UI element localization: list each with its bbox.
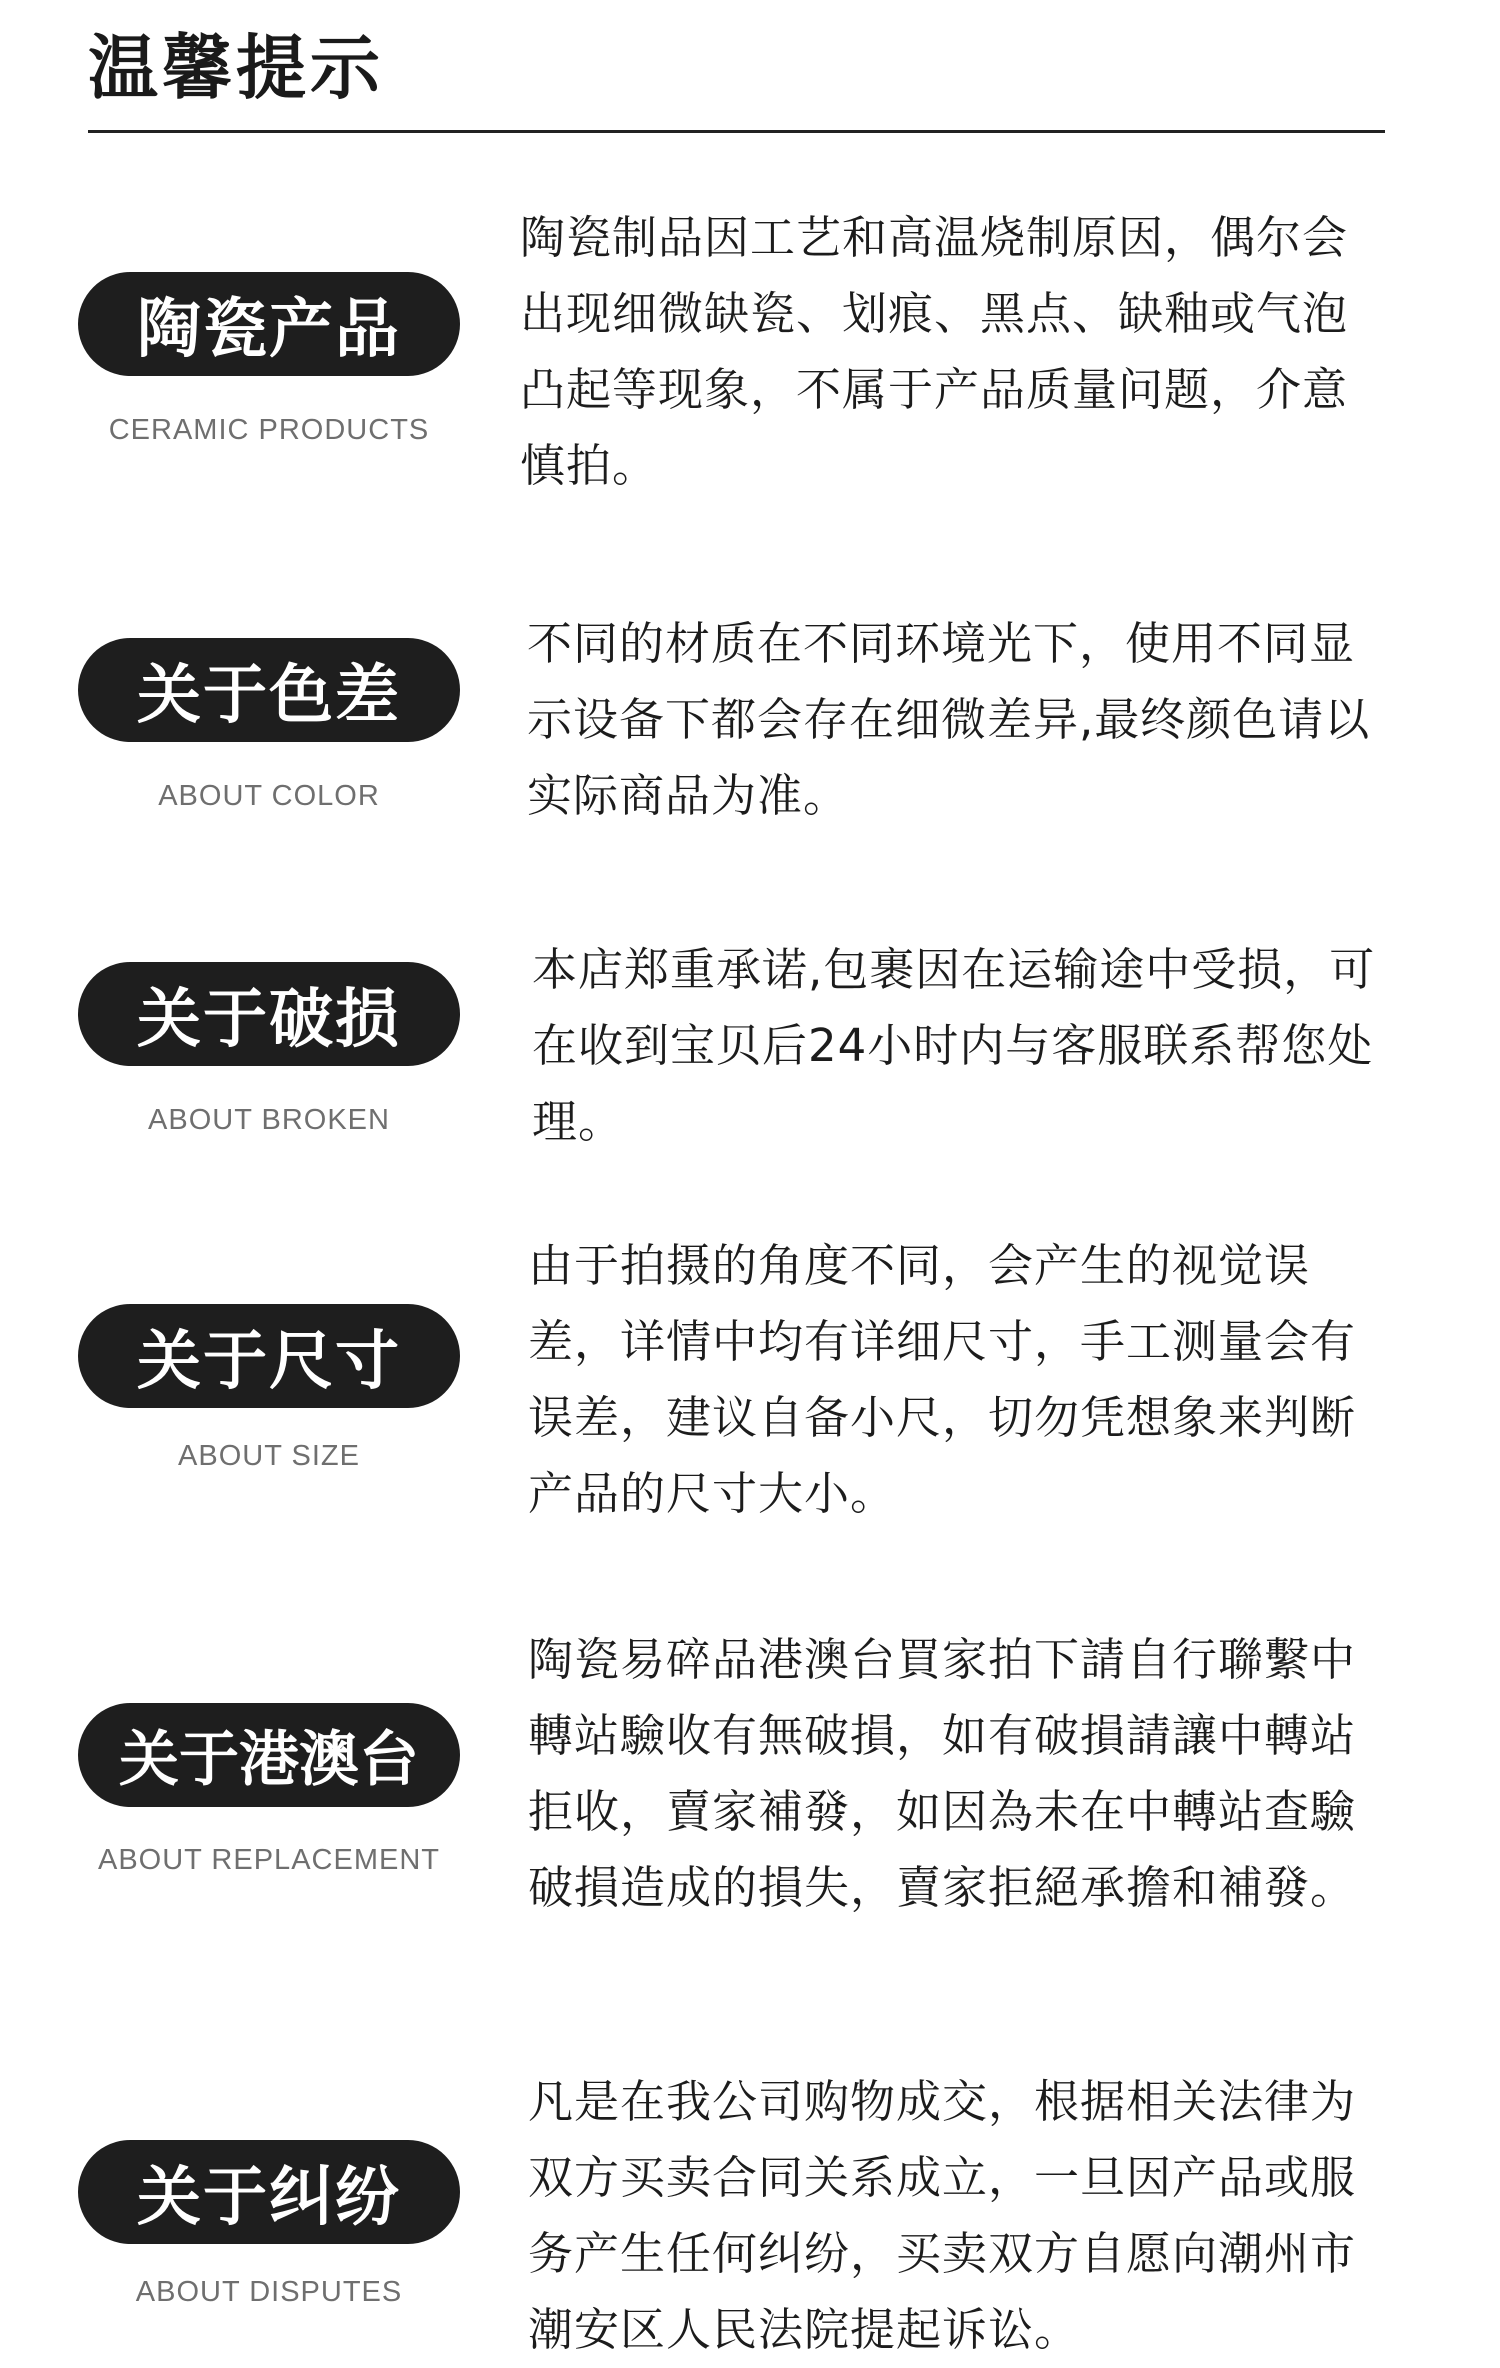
section-description: 陶瓷制品因工艺和高温烧制原因，偶尔会出现细微缺瓷、划痕、黑点、缺釉或气泡凸起等现象，不属于产品质量问题，介意慎拍。 <box>520 211 1349 492</box>
section-description: 不同的材质在不同环境光下，使用不同显示设备下都会存在细微差异,最终颜色请以实际商品为准。 <box>527 617 1371 822</box>
section-description: 由于拍摄的角度不同，会产生的视觉误差，详情中均有详细尺寸，手工测量会有误差，建议自备小尺，切勿凭想象来判断产品的尺寸大小。 <box>528 1239 1357 1520</box>
section-label-english: ABOUT COLOR <box>158 780 380 812</box>
section-label-badge: 关于破损 <box>78 962 460 1066</box>
section-label-badge: 关于尺寸 <box>78 1304 460 1408</box>
section-label-english: CERAMIC PRODUCTS <box>108 414 430 446</box>
section-label-english: ABOUT REPLACEMENT <box>98 1844 440 1876</box>
title-divider <box>88 130 1385 133</box>
section-label-english: ABOUT BROKEN <box>148 1104 390 1136</box>
section-label-badge: 关于色差 <box>78 638 460 742</box>
section-description: 本店郑重承诺,包裹因在运输途中受损，可在收到宝贝后24小时内与客服联系帮您处理。 <box>532 943 1376 1148</box>
page-title: 温馨提示 <box>88 27 384 109</box>
section-description: 陶瓷易碎品港澳台買家拍下請自行聯繫中轉站驗收有無破損，如有破損請讓中轉站拒收，賣家補發，如因為未在中轉站查驗破損造成的損失，賣家拒絕承擔和補發。 <box>528 1633 1357 1914</box>
section-label-english: ABOUT SIZE <box>178 1440 360 1472</box>
section-description: 凡是在我公司购物成交，根据相关法律为双方买卖合同关系成立，一旦因产品或服务产生任何纠纷，买卖双方自愿向潮州市潮安区人民法院提起诉讼。 <box>528 2075 1357 2356</box>
section-label-english: ABOUT DISPUTES <box>135 2276 403 2308</box>
section-label-badge: 关于港澳台 <box>78 1703 460 1807</box>
section-label-badge: 关于纠纷 <box>78 2140 460 2244</box>
section-label-badge: 陶瓷产品 <box>78 272 460 376</box>
